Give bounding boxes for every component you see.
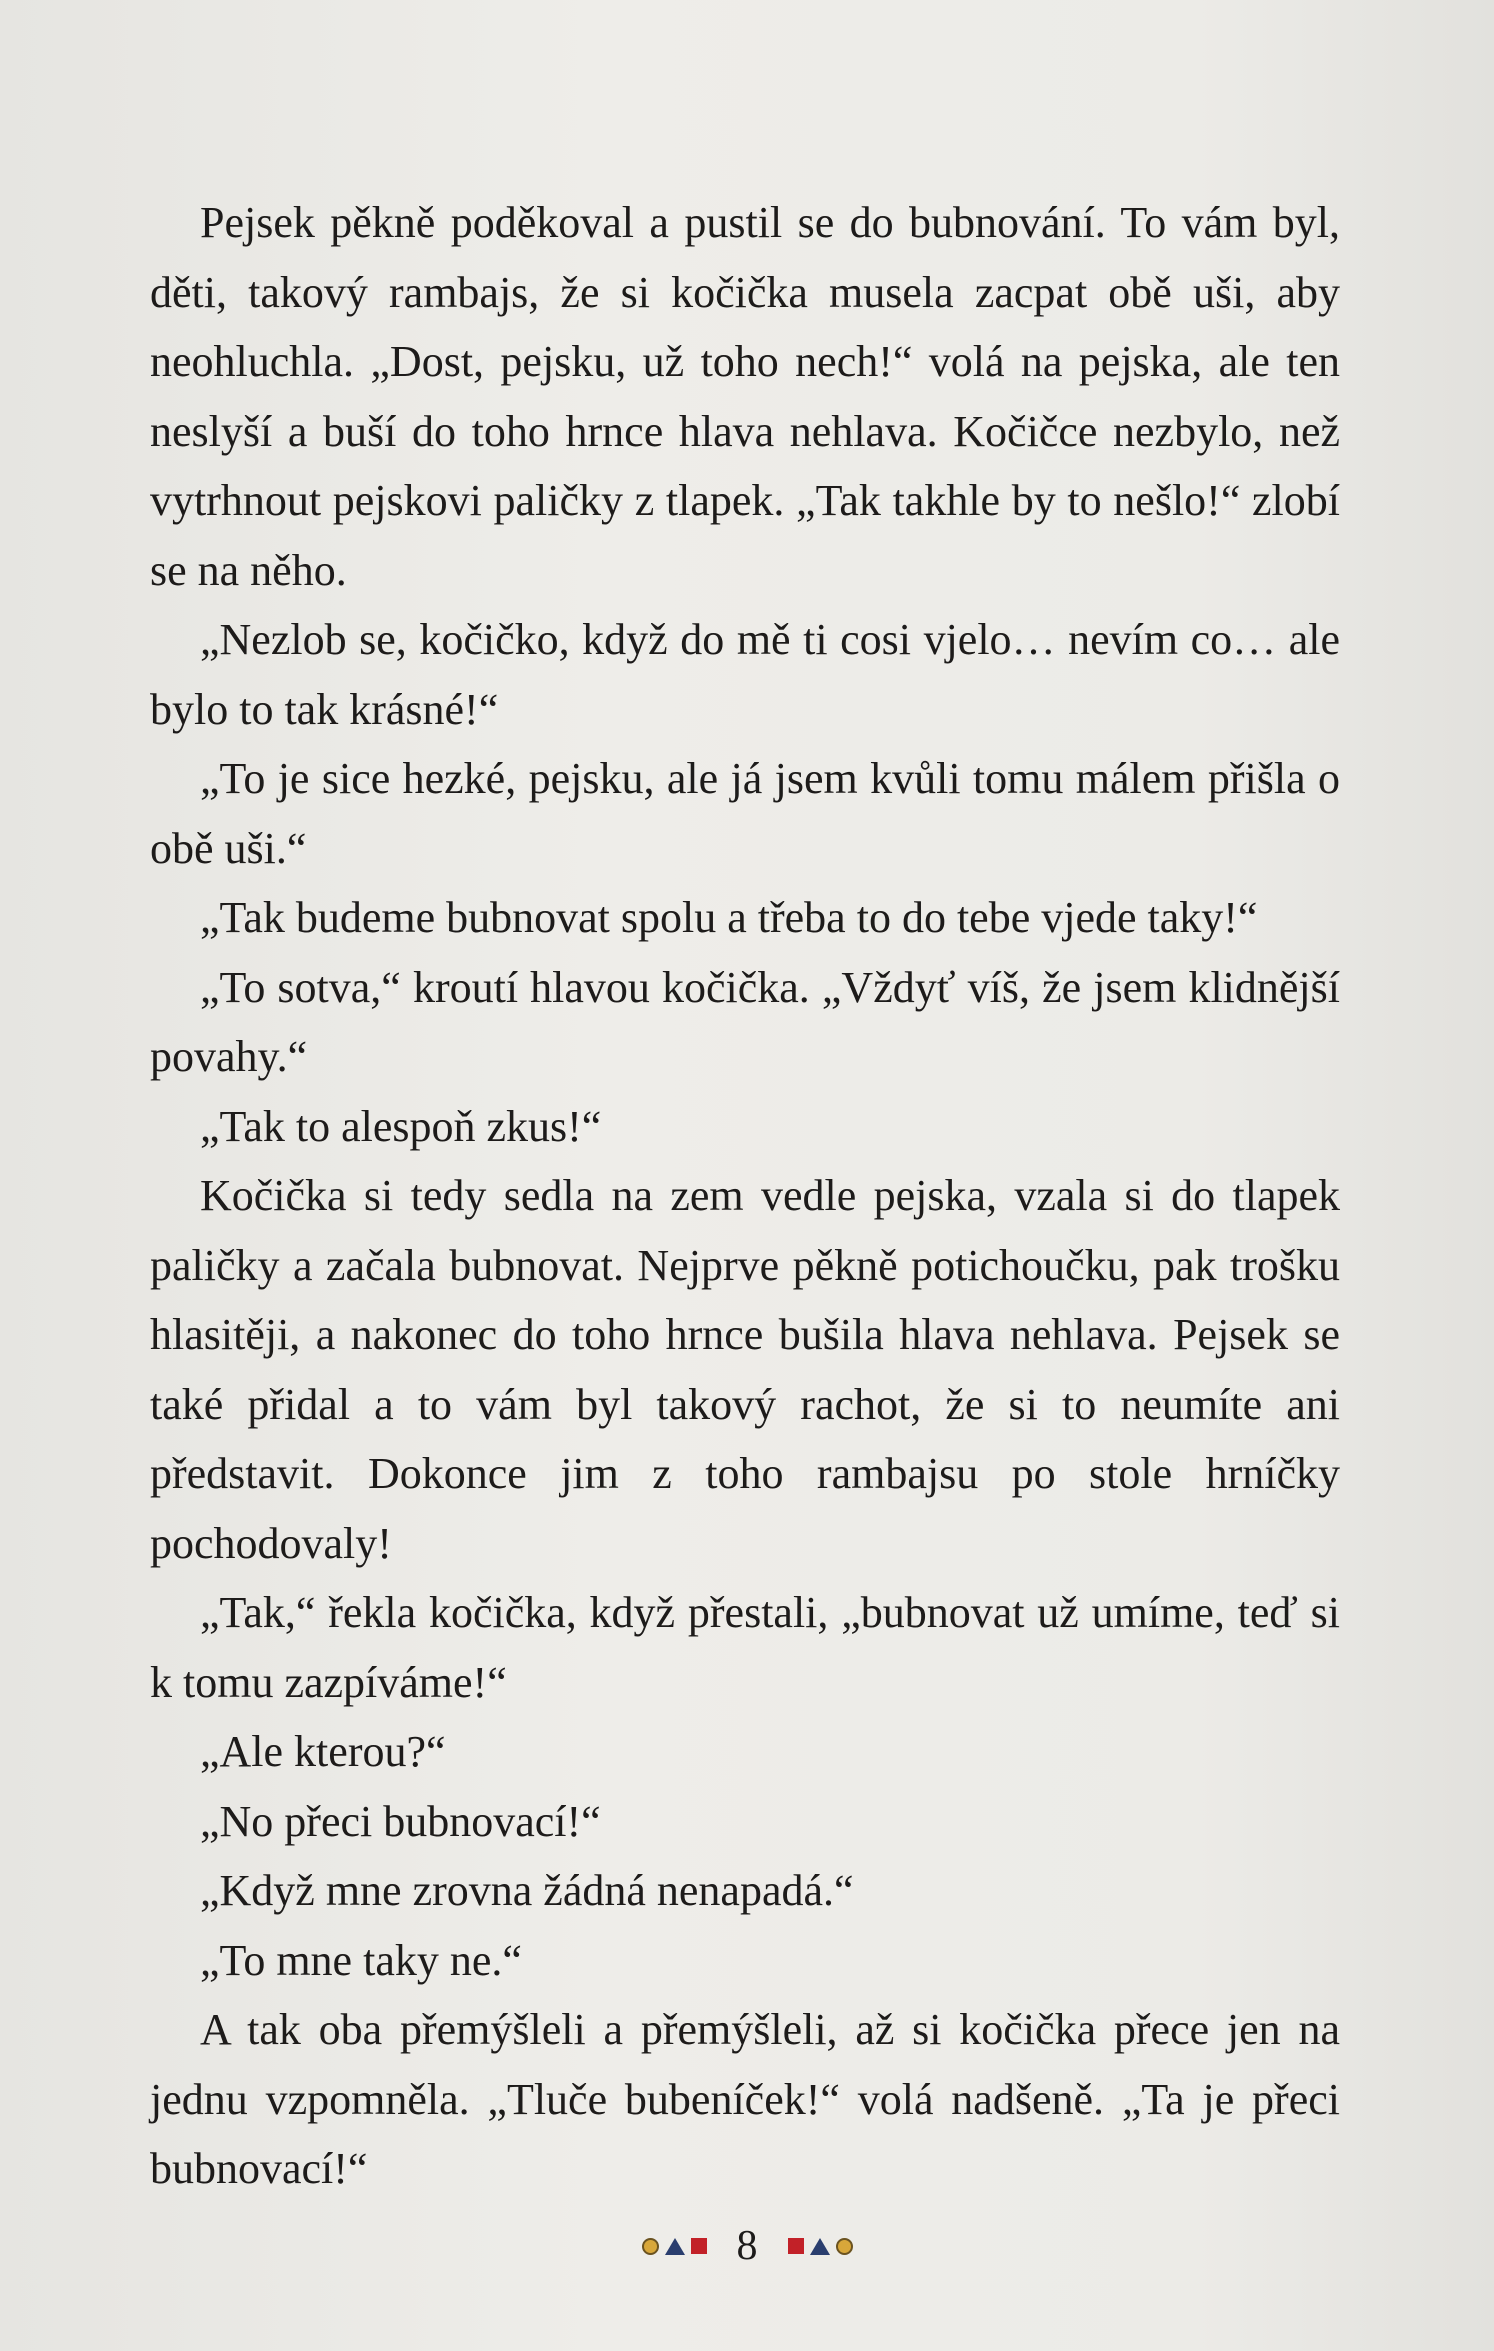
paragraph: „Tak to alespoň zkus!“ xyxy=(200,1101,602,1151)
square-icon xyxy=(691,2238,707,2254)
footer-ornament-right xyxy=(788,2238,853,2255)
triangle-icon xyxy=(665,2238,685,2255)
paragraph: A tak oba přemýšleli a přemýšleli, až si kočička přece jen na jednu vzpomněla. „Tluče bubeníček!“ volá nadšeně. „Ta je přeci bubnovací!“ xyxy=(150,2005,1340,2193)
paragraph: „Tak budeme bubnovat spolu a třeba to do tebe vjede taky!“ xyxy=(200,893,1258,942)
paragraph: „To mne taky ne.“ xyxy=(200,1935,522,1985)
page-footer xyxy=(0,2222,1494,2270)
paragraph: „Nezlob se, kočičko, když do mě ti cosi vjelo… nevím co… ale bylo to tak krásné!“ xyxy=(150,615,1340,734)
square-icon xyxy=(788,2238,804,2254)
paragraph: „To je sice hezké, pejsku, ale já jsem kvůli tomu málem přišla o obě uši.“ xyxy=(150,754,1340,873)
footer-ornament-left xyxy=(642,2238,707,2255)
paragraph: „Když mne zrovna žádná nenapadá.“ xyxy=(200,1866,854,1915)
page-number: 8 xyxy=(736,2223,758,2269)
circle-icon xyxy=(836,2238,853,2255)
circle-icon xyxy=(642,2238,659,2255)
body-text xyxy=(150,188,1340,2204)
paragraph: „Tak,“ řekla kočička, když přestali, „bubnovat už umíme, teď si k tomu zazpíváme!“ xyxy=(150,1588,1340,1707)
paragraph: Pejsek pěkně poděkoval a pustil se do bubnování. To vám byl, děti, takový rambajs, že si kočička musela zacpat obě uši, aby neohluchla. „Dost, pejsku, už toho nech!“ volá na pejska, ale ten neslyší a buší do toho hrnce hlava nehlava. Kočičce nezbylo, než vytrhnout pejskovi paličky z tlapek. „Tak takhle by to nešlo!“ zlobí se na něho. xyxy=(150,198,1340,595)
triangle-icon xyxy=(810,2238,830,2255)
paragraph: „Ale kterou?“ xyxy=(200,1727,446,1776)
paragraph: „To sotva,“ kroutí hlavou kočička. „Vždyť víš, že jsem klidnější povahy.“ xyxy=(150,962,1340,1081)
paragraph: „No přeci bubnovací!“ xyxy=(200,1796,601,1846)
paragraph: Kočička si tedy sedla na zem vedle pejska, vzala si do tlapek paličky a začala bubnovat. Nejprve pěkně potichoučku, pak trošku hlasitěji, a nakonec do toho hrnce bušila hlava nehlava. Pejsek se také přidal a to vám byl takový rachot, že si to neumíte ani představit. Dokonce jim z toho rambajsu po stole hrníčky pochodovaly! xyxy=(150,1171,1340,1568)
